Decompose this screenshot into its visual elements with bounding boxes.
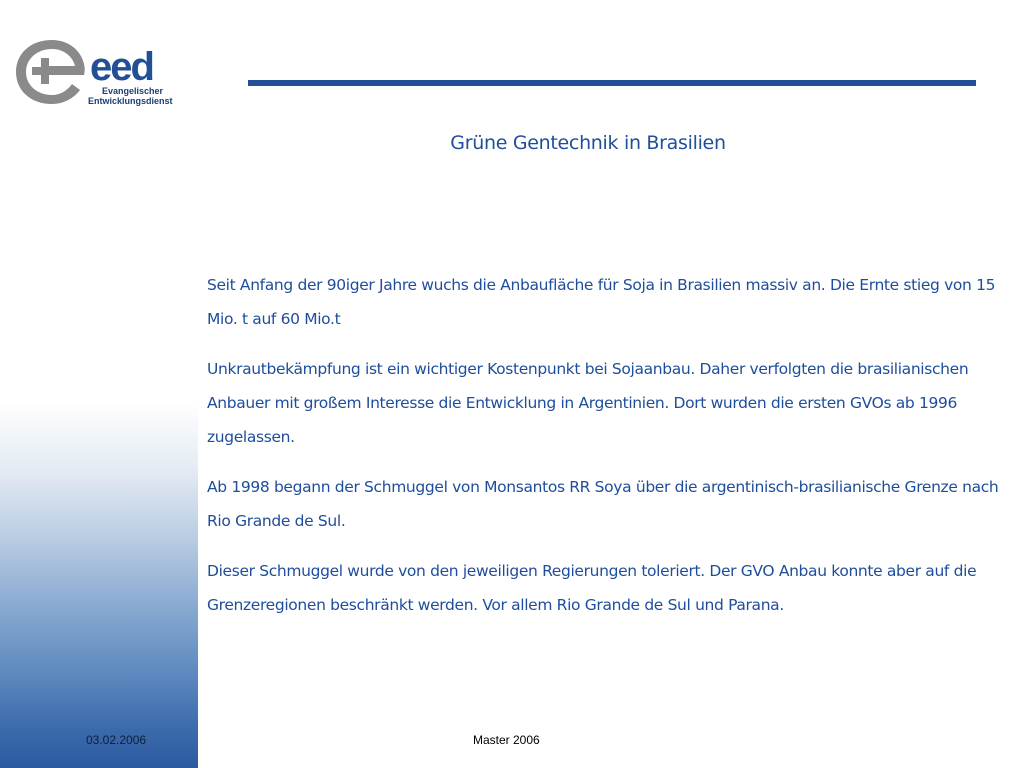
logo-subtitle-line1: Evangelischer <box>102 86 164 96</box>
header-rule <box>248 80 976 86</box>
paragraph: Seit Anfang der 90iger Jahre wuchs die Anbaufläche für Soja in Brasilien massiv an. Die Ernte stieg von 15 Mio. t auf 60 Mio.t <box>207 276 996 328</box>
paragraph: Dieser Schmuggel wurde von den jeweiligen Regierungen toleriert. Der GVO Anbau konnte aber auf die Grenzeregionen beschränkt werden. Vor allem Rio Grande de Sul und Parana. <box>207 562 977 614</box>
logo-subtitle <box>88 86 202 106</box>
footer-date: 03.02.2006 <box>86 733 147 747</box>
paragraph: Ab 1998 begann der Schmuggel von Monsantos RR Soya über die argentinisch-brasilianische Grenze nach Rio Grande de Sul. <box>207 478 999 530</box>
side-gradient-bar <box>0 0 198 768</box>
slide-body <box>207 268 1017 638</box>
paragraph: Unkrautbekämpfung ist ein wichtiger Kostenpunkt bei Sojaanbau. Daher verfolgten die brasilianischen Anbauer mit großem Interesse die Entwicklung in Argentinien. Dort wurden die ersten GVOs ab 1996 zugelassen. <box>207 360 969 446</box>
logo-subtitle-line2: Entwicklungsdienst <box>88 96 173 106</box>
slide-title: Grüne Gentechnik in Brasilien <box>450 132 726 154</box>
svg-text:eed: eed <box>90 45 153 89</box>
eed-logo <box>12 30 182 115</box>
footer-center-text: Master 2006 <box>473 733 540 747</box>
